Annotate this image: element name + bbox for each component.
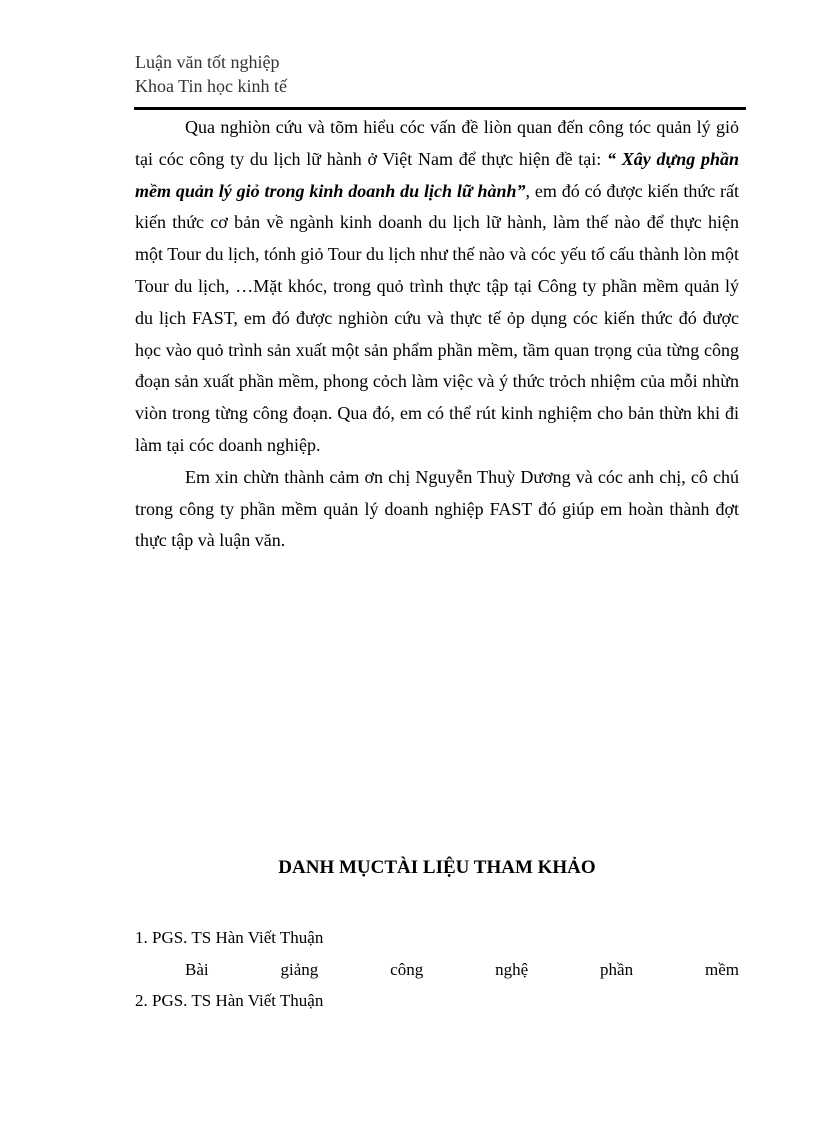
reference-item-1-title [135, 954, 739, 986]
paragraph-1-intro: Qua nghiòn cứu và tõm hiểu cóc vấn đề liòn quan đến công tóc quản lý giỏ tại cóc công ty du lịch lữ hành ở Việt Nam để thực hiện đề tại: [135, 117, 739, 169]
reference-word: công [390, 959, 424, 979]
reference-word: mềm [704, 959, 739, 979]
reference-word: nghệ [495, 959, 529, 979]
reference-word: giảng [280, 959, 319, 979]
paragraph-1-rest: , em đó có được kiến thức rất kiến thức cơ bản về ngành kinh doanh du lịch lữ hành, làm thế nào để thực hiện một Tour du lịch, tónh giỏ Tour du lịch như thế nào và cóc yếu tố cấu thành lòn một Tour du lịch, …Mặt khóc, trong quỏ trình thực tập tại Công ty phần mềm quản lý du lịch FAST, em đó được nghiòn cứu và thực tế ỏp dụng cóc kiến thức đó được học vào quỏ trình sản xuất một sản phẩm phần mềm, tầm quan trọng của từng công đoạn sản xuất phần mềm, phong cỏch làm việc và ý thức trỏch nhiệm của mỗi nhừn viòn trong từng công đoạn. Qua đó, em có thể rút kinh nghiệm cho bản thừn khi đi làm tại cóc doanh nghiệp. [135, 180, 739, 455]
reference-item-1: 1. PGS. TS Hàn Viết Thuận [135, 928, 324, 947]
acknowledgement-paragraph: Em xin chừn thành cảm ơn chị Nguyễn Thuỳ Dương và cóc anh chị, cô chú trong công ty phần mềm quản lý doanh nghiệp FAST đó giúp em hoàn thành đợt thực tập và luận văn. [135, 466, 739, 551]
header-divider [134, 107, 746, 110]
conclusion-body [135, 112, 739, 557]
thesis-title-quote: “ Xây dựng phần mềm quản lý giỏ trong kinh doanh du lịch lữ hành” [135, 148, 740, 201]
page-header [135, 50, 287, 98]
references-list [135, 922, 739, 1017]
conclusion-paragraph-1 [135, 112, 739, 462]
header-faculty-label: Khoa Tin học kinh tế [135, 76, 288, 96]
reference-item-2: 2. PGS. TS Hàn Viết Thuận [135, 991, 324, 1010]
reference-word: phần [600, 959, 634, 979]
references-heading: DANH MỤCTÀI LIỆU THAM KHẢO [278, 857, 596, 878]
header-thesis-label: Luận văn tốt nghiệp [135, 52, 280, 72]
reference-word: Bài [185, 959, 209, 979]
